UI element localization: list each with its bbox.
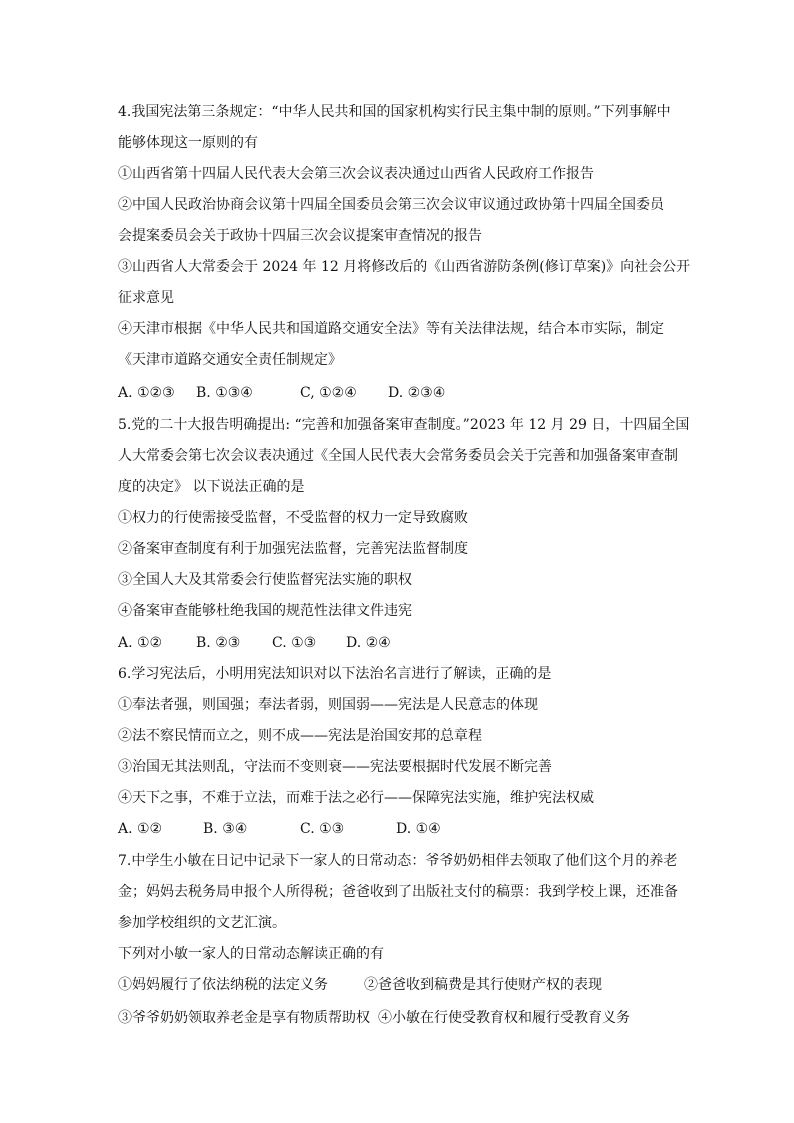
q5-statement-4: ④备案审查能够杜绝我国的规范性法律文件违宪 bbox=[118, 603, 412, 619]
q6-statement-2: ②法不察民情而立之，则不成——宪法是治国安邦的总章程 bbox=[118, 728, 482, 744]
q6-statement-1: ①奉法者强，则国强；奉法者弱，则国弱——宪法是人民意志的体现 bbox=[118, 697, 538, 713]
q7-stem-line-1: 7.中学生小敏在日记中记录下一家人的日常动态：爷爷奶奶相伴去领取了他们这个月的养老 bbox=[118, 853, 678, 869]
q4-statement-3-line-2: 征求意见 bbox=[118, 290, 174, 306]
q4-statement-4-line-1: ④天津市根据《中华人民共和国道路交通安全法》等有关法律法规，结合本市实际，制定 bbox=[118, 321, 664, 337]
q7-stem-line-3: 参加学校组织的文艺汇演。 bbox=[118, 915, 286, 931]
q5-option-b: B. ②③ bbox=[196, 635, 241, 651]
q4-statement-4-line-2: 《天津市道路交通安全责任制规定》 bbox=[118, 352, 342, 368]
q4-stem-line-2: 能够体现这一原则的有 bbox=[118, 135, 258, 151]
q5-stem-line-2: 人大常委会第七次会议表决通过《全国人民代表大会常务委员会关于完善和加强备案审查制 bbox=[118, 448, 678, 464]
q5-option-c: C. ①③ bbox=[272, 635, 317, 651]
q4-stem-line-1: 4.我国宪法第三条规定：“中华人民共和国的国家机构实行民主集中制的原则。”下列事解中 bbox=[118, 104, 671, 120]
q7-stem-line-2: 金；妈妈去税务局申报个人所得税；爸爸收到了出版社支付的稿票：我到学校上课，还准备 bbox=[118, 884, 678, 900]
q6-option-d: D. ①④ bbox=[396, 821, 441, 837]
q4-option-b: B. ①③④ bbox=[196, 385, 253, 401]
q6-stem-line-1: 6.学习宪法后，小明用宪法知识对以下法治名言进行了解读，正确的是 bbox=[118, 666, 552, 682]
q5-option-d: D. ②④ bbox=[346, 635, 391, 651]
q7-statement-1: ①妈妈履行了依法纳税的法定义务 bbox=[118, 977, 328, 993]
q5-statement-2: ②备案审查制度有利于加强宪法监督，完善宪法监督制度 bbox=[118, 541, 468, 557]
q7-statement-3: ③爷爷奶奶领取养老金是享有物质帮助权 bbox=[118, 1010, 370, 1026]
q6-option-c: C. ①③ bbox=[300, 821, 345, 837]
q4-option-c: C, ①②④ bbox=[300, 385, 357, 401]
q7-statement-4: ④小敏在行使受教育权和履行受教育义务 bbox=[378, 1010, 630, 1026]
q6-option-a: A. ①② bbox=[118, 821, 163, 837]
q4-option-a: A. ①②③ bbox=[118, 385, 175, 401]
q6-statement-4: ④天下之事，不难于立法，而难于法之必行——保障宪法实施，维护宪法权威 bbox=[118, 790, 594, 806]
q4-statement-3-line-1: ③山西省人大常委会于 2024 年 12 月将修改后的《山西省游防条例(修订草案)》向社会公开 bbox=[118, 259, 691, 275]
q7-stem-line-4: 下列对小敏一家人的日常动态解读正确的有 bbox=[118, 946, 384, 962]
q5-stem-line-1: 5.党的二十大报告明确提出: “完善和加强备案审查制度。”2023 年 12 月 29 日，十四届全国 bbox=[118, 417, 690, 433]
q6-statement-3: ③治国无其法则乱，守法而不变则衰——宪法要根据时代发展不断完善 bbox=[118, 759, 552, 775]
q6-option-b: B. ③④ bbox=[203, 821, 248, 837]
q5-option-a: A. ①② bbox=[118, 635, 163, 651]
q7-statement-2: ②爸爸收到稿费是其行使财产权的表现 bbox=[364, 977, 602, 993]
q4-statement-2-line-2: 会提案委员会关于政协十四届三次会议提案审查情况的报告 bbox=[118, 228, 482, 244]
q4-statement-2-line-1: ②中国人民政治协商会议第十四届全国委员会第三次会议审议通过政协第十四届全国委员 bbox=[118, 197, 664, 213]
q5-stem-line-3: 度的决定》 以下说法正确的是 bbox=[118, 479, 305, 495]
q5-statement-3: ③全国人大及其常委会行使监督宪法实施的职权 bbox=[118, 572, 412, 588]
q5-statement-1: ①权力的行使需接受监督，不受监督的权力一定导致腐败 bbox=[118, 510, 468, 526]
q4-option-d: D. ②③④ bbox=[388, 385, 446, 401]
q4-statement-1: ①山西省第十四届人民代表大会第三次会议表决通过山西省人民政府工作报告 bbox=[118, 166, 594, 182]
